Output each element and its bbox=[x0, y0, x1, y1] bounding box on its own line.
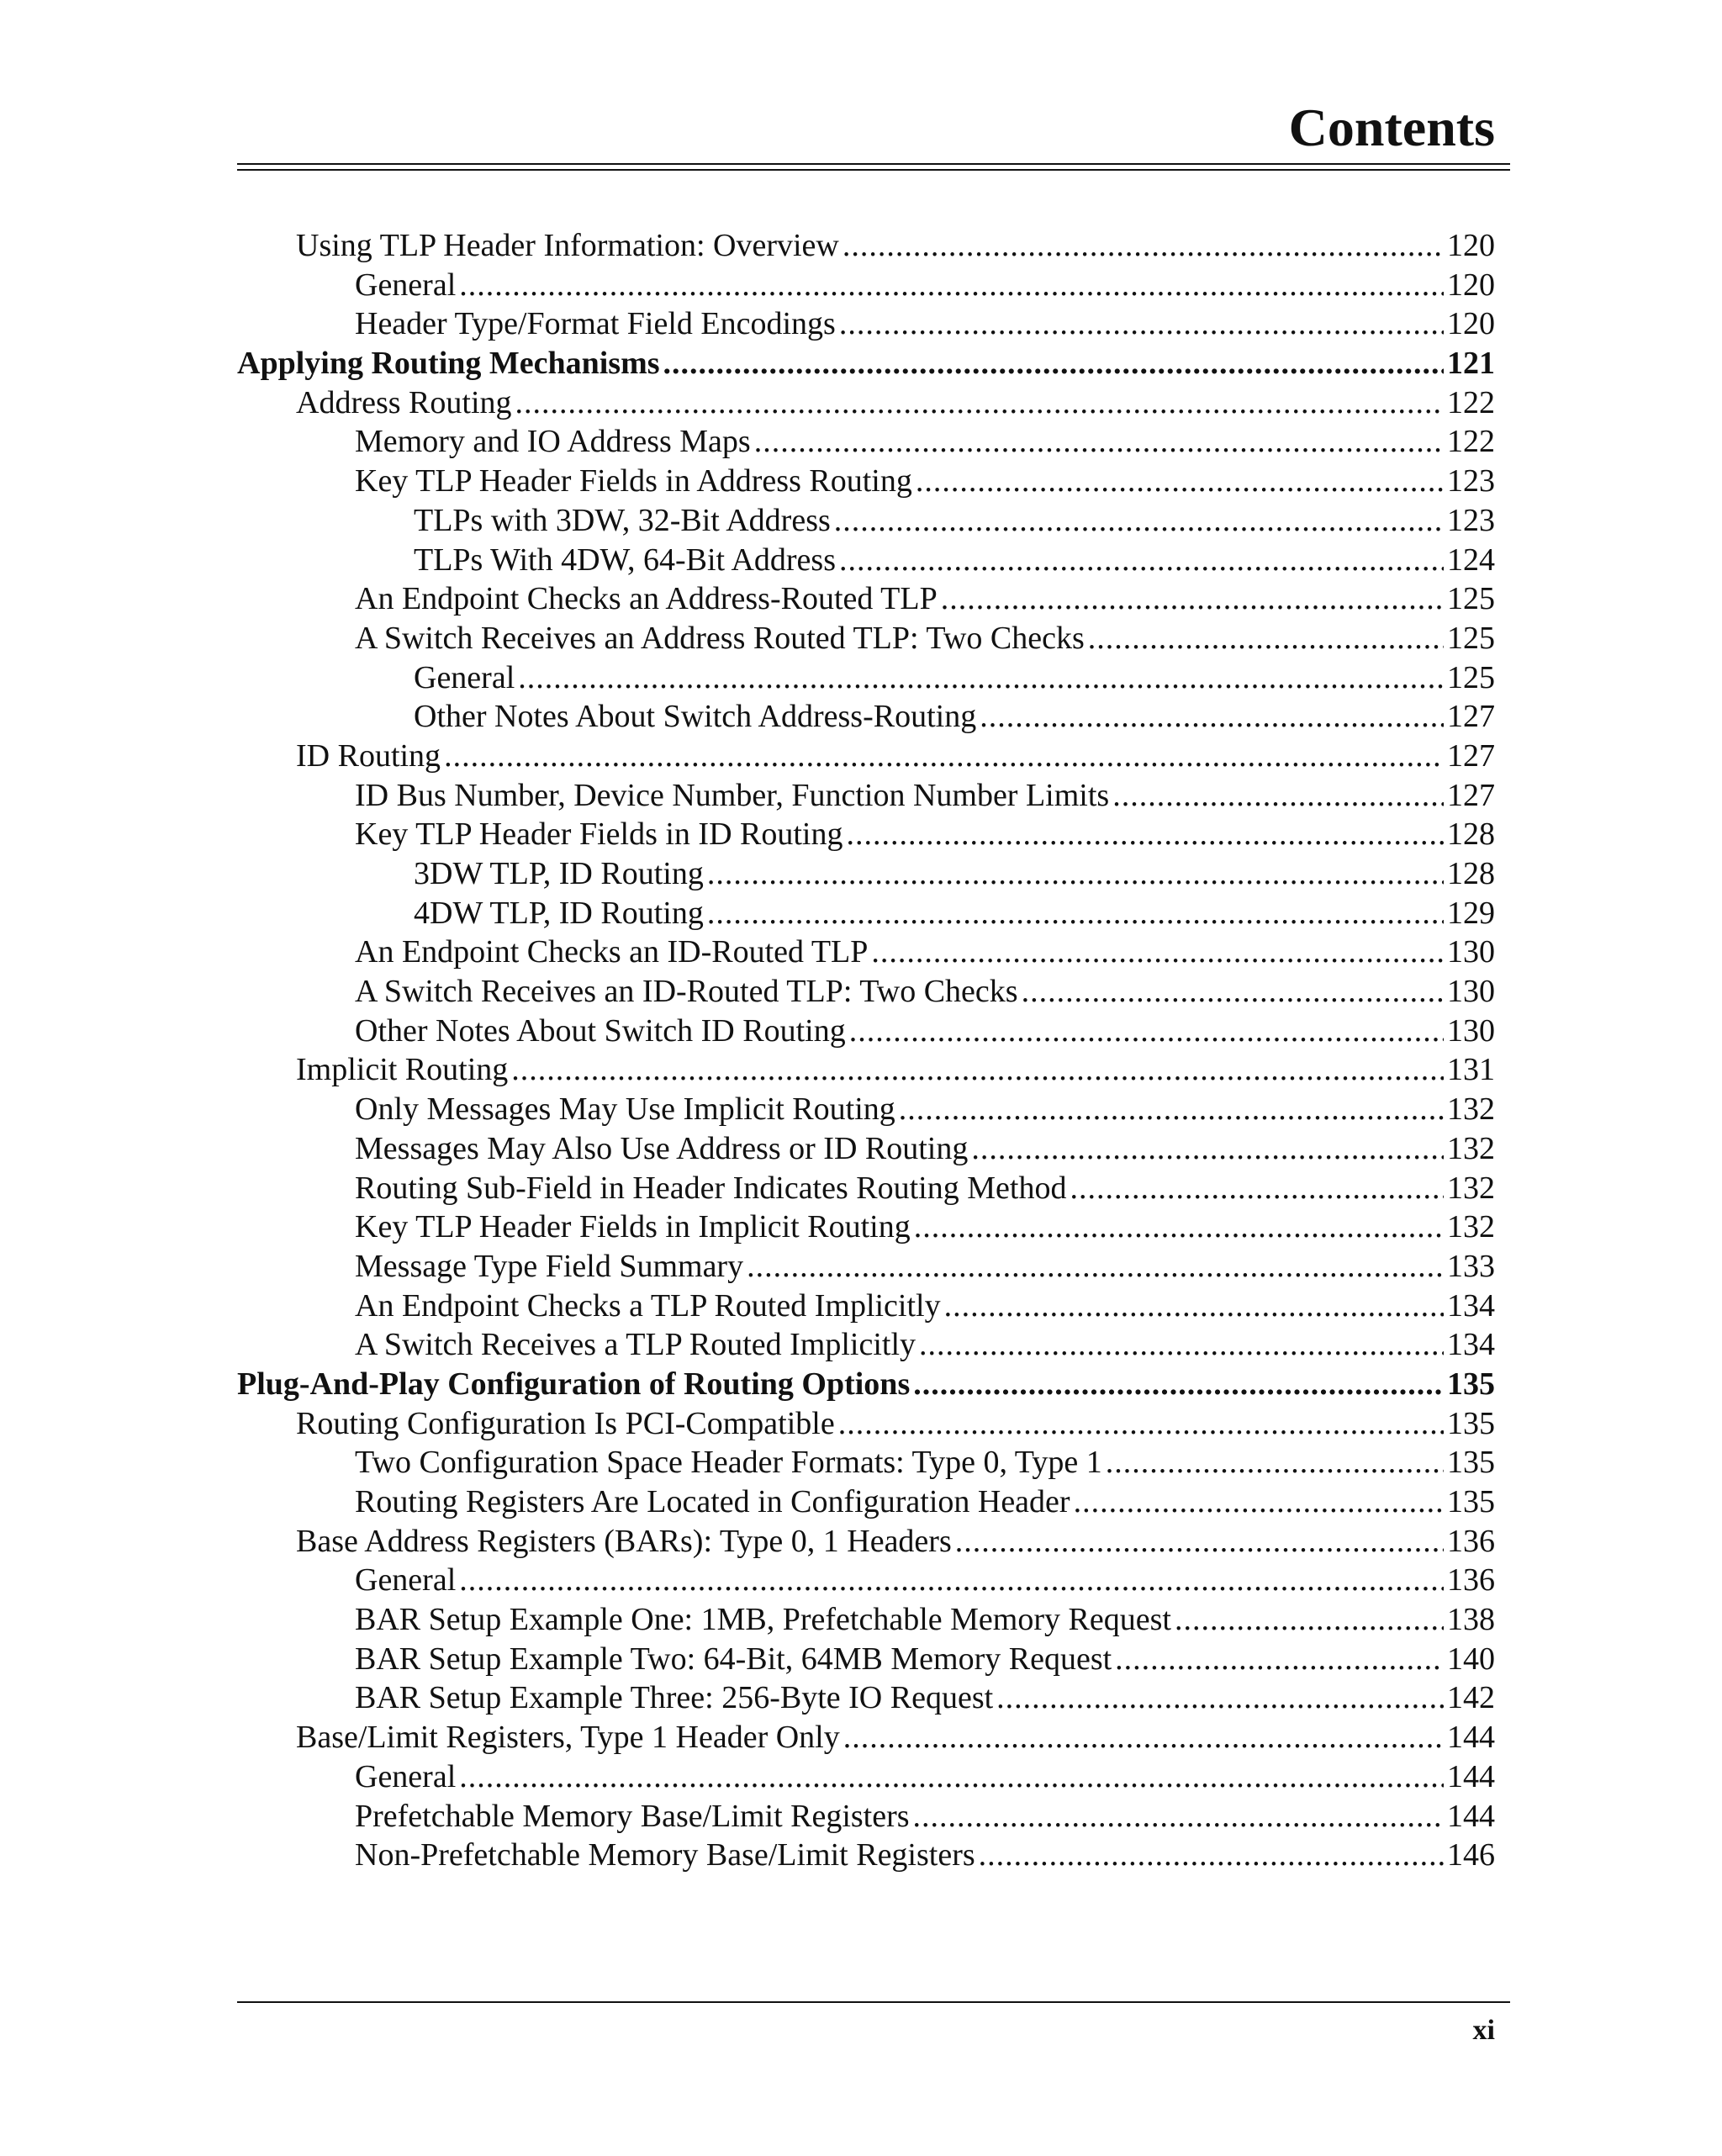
toc-entry bbox=[237, 1247, 1495, 1287]
toc-entry bbox=[237, 1365, 1495, 1404]
toc-entry-page: 127 bbox=[1447, 777, 1495, 813]
dot-leader bbox=[834, 501, 1444, 540]
toc-entry-page: 127 bbox=[1447, 737, 1495, 774]
toc-entry-page: 130 bbox=[1447, 1012, 1495, 1049]
toc-entry-page: 122 bbox=[1447, 384, 1495, 420]
toc-entry-title: A Switch Receives an ID-Routed TLP: Two Checks bbox=[355, 974, 1018, 1010]
toc-entry-title: General bbox=[355, 1562, 457, 1599]
toc-entry-page: 142 bbox=[1447, 1680, 1495, 1716]
toc-entry-page: 134 bbox=[1447, 1327, 1495, 1363]
toc-entry bbox=[237, 1482, 1495, 1522]
toc-entry bbox=[237, 1718, 1495, 1757]
toc-entry-page: 121 bbox=[1447, 346, 1495, 382]
toc-entry bbox=[237, 1287, 1495, 1326]
dot-leader bbox=[843, 226, 1444, 265]
toc-entry-title: A Switch Receives an Address Routed TLP: Two Checks bbox=[355, 620, 1085, 656]
toc-entry-page: 133 bbox=[1447, 1248, 1495, 1284]
dot-leader bbox=[899, 1090, 1444, 1128]
toc-entry-title: General bbox=[414, 659, 515, 695]
toc-entry-page: 131 bbox=[1447, 1052, 1495, 1088]
table-of-contents bbox=[237, 226, 1495, 1875]
toc-entry-page: 135 bbox=[1447, 1366, 1495, 1402]
dot-leader bbox=[1115, 1640, 1444, 1678]
toc-entry-title: Other Notes About Switch ID Routing bbox=[355, 1012, 846, 1049]
dot-leader bbox=[914, 1207, 1444, 1246]
dot-leader bbox=[849, 1012, 1444, 1050]
toc-entry-title: An Endpoint Checks an Address-Routed TLP bbox=[355, 581, 938, 617]
dot-leader bbox=[663, 344, 1444, 383]
toc-entry-title: Implicit Routing bbox=[296, 1052, 509, 1088]
toc-entry-page: 128 bbox=[1447, 856, 1495, 891]
toc-entry-page: 120 bbox=[1447, 306, 1495, 342]
toc-entry-page: 128 bbox=[1447, 816, 1495, 853]
dot-leader bbox=[1106, 1443, 1444, 1482]
dot-leader bbox=[971, 1129, 1444, 1168]
toc-entry bbox=[237, 1561, 1495, 1600]
toc-entry-page: 144 bbox=[1447, 1758, 1495, 1794]
dot-leader bbox=[941, 579, 1444, 618]
toc-entry-page: 135 bbox=[1447, 1484, 1495, 1519]
toc-entry-page: 132 bbox=[1447, 1170, 1495, 1206]
toc-entry-title: Plug-And-Play Configuration of Routing Options bbox=[237, 1366, 911, 1402]
toc-entry-page: 136 bbox=[1447, 1523, 1495, 1559]
toc-entry-page: 129 bbox=[1447, 895, 1495, 931]
toc-entry-page: 138 bbox=[1447, 1602, 1495, 1638]
toc-entry-title: BAR Setup Example One: 1MB, Prefetchable Memory Request bbox=[355, 1602, 1171, 1638]
toc-entry-title: TLPs With 4DW, 64-Bit Address bbox=[414, 542, 836, 578]
toc-entry-title: ID Routing bbox=[296, 737, 441, 774]
toc-entry-title: BAR Setup Example Three: 256-Byte IO Request bbox=[355, 1680, 994, 1716]
toc-entry-title: 3DW TLP, ID Routing bbox=[414, 856, 704, 891]
toc-entry bbox=[237, 619, 1495, 658]
toc-entry-title: Base Address Registers (BARs): Type 0, 1 Headers bbox=[296, 1523, 952, 1559]
dot-leader bbox=[996, 1678, 1444, 1717]
dot-leader bbox=[707, 894, 1444, 933]
toc-entry bbox=[237, 344, 1495, 383]
dot-leader bbox=[707, 854, 1444, 893]
toc-entry-title: Messages May Also Use Address or ID Routing bbox=[355, 1130, 969, 1166]
dot-leader bbox=[846, 815, 1444, 853]
toc-entry-title: An Endpoint Checks an ID-Routed TLP bbox=[355, 934, 869, 970]
toc-entry bbox=[237, 501, 1495, 541]
dot-leader bbox=[839, 541, 1444, 579]
dot-leader bbox=[980, 697, 1444, 736]
toc-entry bbox=[237, 1129, 1495, 1169]
toc-entry bbox=[237, 1757, 1495, 1797]
toc-entry bbox=[237, 933, 1495, 972]
toc-entry bbox=[237, 1640, 1495, 1679]
toc-entry-page: 122 bbox=[1447, 424, 1495, 460]
toc-entry-page: 135 bbox=[1447, 1405, 1495, 1441]
toc-entry-page: 123 bbox=[1447, 502, 1495, 538]
toc-entry bbox=[237, 854, 1495, 894]
toc-entry-page: 130 bbox=[1447, 974, 1495, 1010]
toc-entry bbox=[237, 776, 1495, 816]
toc-entry bbox=[237, 1443, 1495, 1482]
toc-entry-title: Key TLP Header Fields in Address Routing bbox=[355, 463, 912, 499]
toc-entry-page: 132 bbox=[1447, 1209, 1495, 1245]
toc-entry-page: 140 bbox=[1447, 1641, 1495, 1677]
dot-leader bbox=[944, 1287, 1444, 1325]
dot-leader bbox=[955, 1522, 1444, 1561]
toc-entry-title: A Switch Receives a TLP Routed Implicitly bbox=[355, 1327, 916, 1363]
toc-entry bbox=[237, 815, 1495, 854]
dot-leader bbox=[1175, 1600, 1444, 1639]
toc-entry-page: 135 bbox=[1447, 1445, 1495, 1481]
toc-entry-page: 127 bbox=[1447, 699, 1495, 735]
toc-entry-title: Key TLP Header Fields in ID Routing bbox=[355, 816, 843, 853]
toc-entry-page: 124 bbox=[1447, 542, 1495, 578]
toc-entry bbox=[237, 1522, 1495, 1562]
dot-leader bbox=[459, 1561, 1444, 1599]
dot-leader bbox=[444, 737, 1444, 775]
toc-entry bbox=[237, 697, 1495, 737]
toc-entry-title: BAR Setup Example Two: 64-Bit, 64MB Memory Request bbox=[355, 1641, 1112, 1677]
toc-entry bbox=[237, 1797, 1495, 1836]
toc-entry-page: 132 bbox=[1447, 1130, 1495, 1166]
toc-entry-title: TLPs with 3DW, 32-Bit Address bbox=[414, 502, 831, 538]
dot-leader bbox=[1074, 1482, 1444, 1521]
toc-entry-title: Routing Configuration Is PCI-Compatible bbox=[296, 1405, 835, 1441]
toc-entry-title: Routing Sub-Field in Header Indicates Routing Method bbox=[355, 1170, 1067, 1206]
toc-entry-page: 125 bbox=[1447, 581, 1495, 617]
dot-leader bbox=[979, 1836, 1444, 1874]
toc-entry-page: 125 bbox=[1447, 659, 1495, 695]
page-title: Contents bbox=[1288, 98, 1495, 157]
toc-entry bbox=[237, 1836, 1495, 1875]
toc-entry bbox=[237, 422, 1495, 462]
toc-entry bbox=[237, 737, 1495, 776]
toc-entry bbox=[237, 462, 1495, 501]
toc-entry bbox=[237, 1678, 1495, 1718]
dot-leader bbox=[754, 422, 1444, 461]
footer-rule bbox=[237, 2001, 1510, 2003]
toc-entry bbox=[237, 383, 1495, 423]
toc-entry-title: Message Type Field Summary bbox=[355, 1248, 744, 1284]
dot-leader bbox=[839, 304, 1444, 343]
toc-entry-page: 130 bbox=[1447, 934, 1495, 970]
toc-entry bbox=[237, 1600, 1495, 1640]
toc-entry-page: 136 bbox=[1447, 1562, 1495, 1599]
toc-entry bbox=[237, 1090, 1495, 1129]
toc-entry bbox=[237, 1169, 1495, 1208]
dot-leader bbox=[843, 1718, 1444, 1757]
toc-entry-title: An Endpoint Checks a TLP Routed Implicitly bbox=[355, 1287, 941, 1324]
dot-leader bbox=[913, 1365, 1444, 1403]
dot-leader bbox=[871, 933, 1444, 971]
toc-entry-page: 132 bbox=[1447, 1091, 1495, 1128]
toc-entry-title: General bbox=[355, 1758, 457, 1794]
toc-entry-title: Routing Registers Are Located in Configuration Header bbox=[355, 1484, 1070, 1519]
toc-entry bbox=[237, 1050, 1495, 1090]
toc-entry bbox=[237, 1012, 1495, 1051]
dot-leader bbox=[518, 658, 1444, 697]
dot-leader bbox=[919, 1325, 1444, 1364]
toc-entry bbox=[237, 894, 1495, 933]
toc-entry-page: 144 bbox=[1447, 1798, 1495, 1834]
toc-entry-title: Prefetchable Memory Base/Limit Registers bbox=[355, 1798, 910, 1834]
dot-leader bbox=[515, 383, 1445, 422]
toc-entry bbox=[237, 266, 1495, 305]
toc-entry-title: Address Routing bbox=[296, 384, 512, 420]
dot-leader bbox=[913, 1797, 1444, 1836]
toc-entry bbox=[237, 1404, 1495, 1444]
toc-entry-title: Other Notes About Switch Address-Routing bbox=[414, 699, 977, 735]
toc-entry-page: 134 bbox=[1447, 1287, 1495, 1324]
dot-leader bbox=[838, 1404, 1444, 1443]
toc-entry bbox=[237, 541, 1495, 580]
toc-entry bbox=[237, 658, 1495, 698]
toc-entry bbox=[237, 972, 1495, 1012]
toc-entry-title: 4DW TLP, ID Routing bbox=[414, 895, 704, 931]
toc-entry-title: Non-Prefetchable Memory Base/Limit Registers bbox=[355, 1837, 975, 1873]
toc-entry bbox=[237, 579, 1495, 619]
toc-entry-title: Memory and IO Address Maps bbox=[355, 424, 751, 460]
toc-entry bbox=[237, 226, 1495, 266]
dot-leader bbox=[511, 1050, 1444, 1089]
dot-leader bbox=[747, 1247, 1444, 1286]
toc-entry-title: Only Messages May Use Implicit Routing bbox=[355, 1091, 895, 1128]
toc-entry-title: ID Bus Number, Device Number, Function Number Limits bbox=[355, 777, 1110, 813]
toc-entry-title: Header Type/Format Field Encodings bbox=[355, 306, 836, 342]
toc-entry-page: 146 bbox=[1447, 1837, 1495, 1873]
toc-entry-title: Two Configuration Space Header Formats: Type 0, Type 1 bbox=[355, 1445, 1102, 1481]
toc-entry-page: 123 bbox=[1447, 463, 1495, 499]
page-number: xi bbox=[1472, 2015, 1495, 2046]
toc-entry-page: 120 bbox=[1447, 228, 1495, 263]
dot-leader bbox=[1112, 776, 1444, 815]
toc-entry-page: 120 bbox=[1447, 267, 1495, 303]
dot-leader bbox=[459, 1757, 1444, 1796]
dot-leader bbox=[1022, 972, 1444, 1011]
toc-entry-title: Key TLP Header Fields in Implicit Routing bbox=[355, 1209, 911, 1245]
toc-entry-title: Base/Limit Registers, Type 1 Header Only bbox=[296, 1720, 840, 1756]
dot-leader bbox=[459, 266, 1444, 304]
toc-entry bbox=[237, 1325, 1495, 1365]
toc-entry-title: General bbox=[355, 267, 457, 303]
header-rule bbox=[237, 163, 1510, 171]
toc-entry-page: 144 bbox=[1447, 1720, 1495, 1756]
toc-entry-title: Using TLP Header Information: Overview bbox=[296, 228, 839, 263]
toc-entry bbox=[237, 1207, 1495, 1247]
dot-leader bbox=[916, 462, 1444, 500]
toc-entry-title: Applying Routing Mechanisms bbox=[237, 346, 660, 382]
toc-entry bbox=[237, 304, 1495, 344]
dot-leader bbox=[1088, 619, 1444, 658]
dot-leader bbox=[1070, 1169, 1444, 1207]
toc-entry-page: 125 bbox=[1447, 620, 1495, 656]
